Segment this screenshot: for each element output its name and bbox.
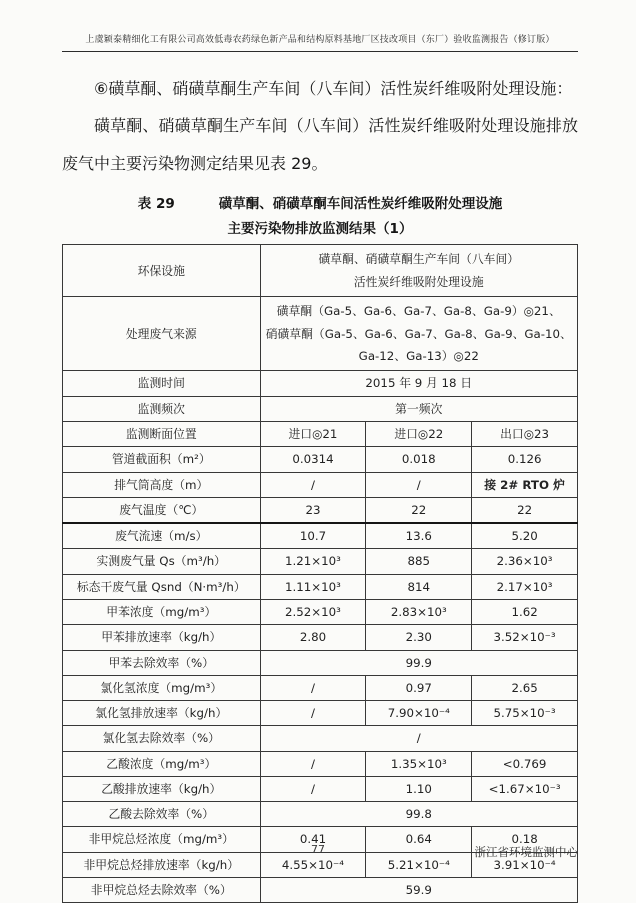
row-value: <1.67×10⁻³ (472, 776, 578, 801)
table-row (63, 297, 578, 371)
row-value-span: / (260, 726, 577, 751)
row-value: 进口◎22 (366, 421, 472, 446)
row-label: 氯化氢浓度（mg/m³） (63, 675, 261, 700)
row-value: 5.21×10⁻⁴ (366, 852, 472, 877)
row-label: 氯化氢去除效率（%） (63, 726, 261, 751)
row-value: 0.18 (472, 827, 578, 852)
row-value-line: Ga-12、Ga-13）◎22 (358, 349, 479, 363)
row-label: 乙酸去除效率（%） (63, 802, 261, 827)
row-value: / (366, 472, 472, 497)
body-text (62, 70, 578, 183)
running-header: 上虞颖泰精细化工有限公司高效低毒农药绿色新产品和结构原料基地厂区技改项目（东厂）验收监测报告（修订版） (62, 34, 578, 52)
row-label: 乙酸排放速率（kg/h） (63, 776, 261, 801)
row-label: 甲苯排放速率（kg/h） (63, 625, 261, 650)
row-value: 2.52×10³ (260, 599, 366, 624)
paragraph-intro: 磺草酮、硝磺草酮生产车间（八车间）活性炭纤维吸附处理设施排放废气中主要污染物测定结果见表 29。 (62, 116, 578, 173)
row-label: 非甲烷总烃浓度（mg/m³） (63, 827, 261, 852)
row-value: / (260, 776, 366, 801)
row-value: 1.10 (366, 776, 472, 801)
table-row (63, 421, 578, 446)
row-label: 非甲烷总烃去除效率（%） (63, 878, 261, 903)
table-row (63, 599, 578, 624)
row-value: 814 (366, 574, 472, 599)
table-row (63, 675, 578, 700)
row-value: 22 (366, 497, 472, 523)
row-value: / (260, 472, 366, 497)
row-label: 管道截面积（m²） (63, 447, 261, 472)
table-row (63, 396, 578, 421)
row-value: 5.20 (472, 523, 578, 549)
row-value: 出口◎23 (472, 421, 578, 446)
row-value: 接 2# RTO 炉 (472, 472, 578, 497)
row-value: 13.6 (366, 523, 472, 549)
page-number: 77 (311, 843, 325, 856)
row-value: 3.52×10⁻³ (472, 625, 578, 650)
row-value: 进口◎21 (260, 421, 366, 446)
row-value-line: 硝磺草酮（Ga-5、Ga-6、Ga-7、Ga-8、Ga-9、Ga-10、 (265, 326, 572, 341)
row-label: 处理废气来源 (63, 297, 261, 371)
row-label: 环保设施 (63, 245, 261, 297)
row-value-multiline (260, 245, 577, 297)
row-value: / (260, 701, 366, 726)
table-row (63, 726, 578, 751)
table-row (63, 878, 578, 903)
table-subtitle: 主要污染物排放监测结果（1） (227, 221, 413, 238)
row-label: 实测废气量 Qs（m³/h） (63, 549, 261, 574)
table-row (63, 371, 578, 396)
table-row (63, 472, 578, 497)
table-row (63, 802, 578, 827)
footer-organization: 浙江省环境监测中心 (474, 845, 578, 859)
row-label: 排气筒高度（m） (63, 472, 261, 497)
row-label: 监测频次 (63, 396, 261, 421)
row-value-line: 活性炭纤维吸附处理设施 (353, 274, 484, 289)
table-row (63, 447, 578, 472)
row-value-span: 2015 年 9 月 18 日 (260, 371, 577, 396)
row-value: 2.80 (260, 625, 366, 650)
row-value-span: 99.8 (260, 802, 577, 827)
row-value: 0.41 (260, 827, 366, 852)
row-value: 3.91×10⁻⁴ (472, 852, 578, 877)
table-row (63, 751, 578, 776)
row-value-multiline (260, 297, 577, 371)
row-label: 标态干废气量 Qsnd（N·m³/h） (63, 574, 261, 599)
table-row (63, 574, 578, 599)
row-value-span: 59.9 (260, 878, 577, 903)
row-value: 0.97 (366, 675, 472, 700)
row-value: 1.35×10³ (366, 751, 472, 776)
row-value: 1.21×10³ (260, 549, 366, 574)
row-value: 0.0314 (260, 447, 366, 472)
row-value: 23 (260, 497, 366, 523)
row-value: 2.65 (472, 675, 578, 700)
row-value: 0.018 (366, 447, 472, 472)
row-label: 监测时间 (63, 371, 261, 396)
row-value-line: 磺草酮（Ga-5、Ga-6、Ga-7、Ga-8、Ga-9）◎21、 (276, 304, 561, 319)
row-label: 废气温度（℃） (63, 497, 261, 523)
table-row (63, 776, 578, 801)
row-label: 废气流速（m/s） (63, 523, 261, 549)
row-value: 0.64 (366, 827, 472, 852)
row-value: 22 (472, 497, 578, 523)
row-label: 甲苯去除效率（%） (63, 650, 261, 675)
row-value: 2.36×10³ (472, 549, 578, 574)
row-value: 7.90×10⁻⁴ (366, 701, 472, 726)
row-label: 监测断面位置 (63, 421, 261, 446)
row-value-span: 第一频次 (260, 396, 577, 421)
row-label: 乙酸浓度（mg/m³） (63, 751, 261, 776)
row-label: 甲苯浓度（mg/m³） (63, 599, 261, 624)
monitoring-results-table (62, 244, 578, 903)
row-value: / (260, 675, 366, 700)
row-value-line: 磺草酮、硝磺草酮生产车间（八车间） (318, 252, 520, 267)
table-row (63, 701, 578, 726)
row-value: <0.769 (472, 751, 578, 776)
table-title: 磺草酮、硝磺草酮车间活性炭纤维吸附处理设施 (218, 196, 503, 213)
row-value: 1.11×10³ (260, 574, 366, 599)
row-value: 885 (366, 549, 472, 574)
table-row (63, 549, 578, 574)
row-value: 10.7 (260, 523, 366, 549)
row-value: 4.55×10⁻⁴ (260, 852, 366, 877)
table-row (63, 523, 578, 549)
table-row (63, 650, 578, 675)
paragraph-facility-heading: ⑥磺草酮、硝磺草酮生产车间（八车间）活性炭纤维吸附处理设施： (94, 78, 573, 98)
row-label: 氯化氢排放速率（kg/h） (63, 701, 261, 726)
table-caption (62, 192, 578, 237)
row-value: 2.30 (366, 625, 472, 650)
row-value: 1.62 (472, 599, 578, 624)
row-value-span: 99.9 (260, 650, 577, 675)
table-row (63, 625, 578, 650)
table-row (63, 245, 578, 297)
row-value: / (260, 751, 366, 776)
row-value: 2.83×10³ (366, 599, 472, 624)
table-number: 表 29 (137, 196, 175, 213)
row-value: 5.75×10⁻³ (472, 701, 578, 726)
row-value: 2.17×10³ (472, 574, 578, 599)
row-value: 0.126 (472, 447, 578, 472)
table-row (63, 497, 578, 523)
monitoring-table-body (63, 245, 578, 903)
row-label: 非甲烷总烃排放速率（kg/h） (63, 852, 261, 877)
